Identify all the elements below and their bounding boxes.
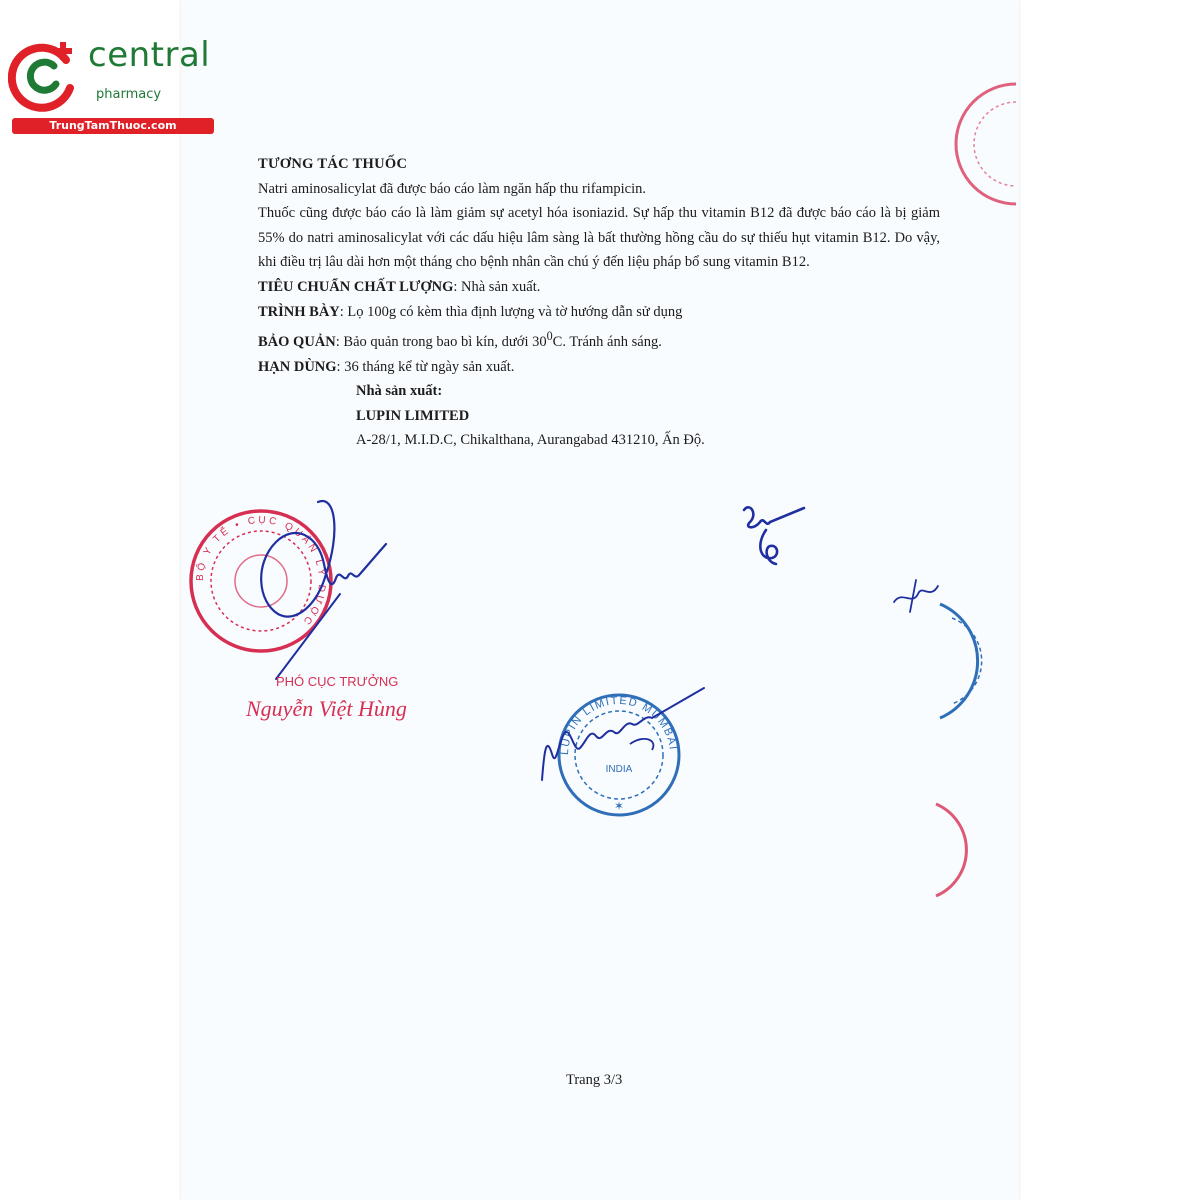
storage-value-end: C. Tránh ánh sáng. [552, 333, 662, 350]
logo-sub-text: pharmacy [96, 87, 162, 102]
quality-label: TIÊU CHUẨN CHẤT LƯỢNG [258, 278, 454, 295]
expiry-label: HẠN DÙNG [258, 358, 337, 375]
ministry-signature [236, 494, 399, 694]
presentation-value: : Lọ 100g có kèm thìa định lượng và tờ hướng dẫn sử dụng [339, 303, 683, 320]
quality-value: : Nhà sản xuất. [453, 278, 541, 295]
manufacturer-label: Nhà sản xuất: [356, 383, 443, 400]
ministry-stamp-text: BỘ Y TẾ • CỤC QUẢN LÝ DƯỢC [194, 514, 328, 629]
interactions-paragraph-2: Thuốc cũng được báo cáo là làm giảm sự acetyl hóa isoniazid. Sự hấp thu vitamin B12 đã được báo cáo là bị giảm 55% do natri aminosalicylat với các dấu hiệu lâm sàng là bất thường hồng cầu do sự thiếu hụt vitamin B12. Do vậy, khi điều trị lâu dài hơn một tháng cho bệnh nhân cần chú ý đến liệu pháp bổ sung vitamin B12. [258, 205, 940, 271]
logo-website-bar: TrungTamThuoc.com [12, 118, 214, 134]
presentation-line [258, 300, 940, 325]
presentation-label: TRÌNH BÀY [258, 303, 340, 320]
manufacturer-name: LUPIN LIMITED [356, 407, 470, 424]
central-pharmacy-logo [8, 36, 218, 136]
logo-brand-text: central [88, 35, 211, 75]
company-signature [534, 684, 714, 794]
svg-text:✶: ✶ [613, 799, 625, 813]
right-edge-signature [890, 576, 950, 616]
signatory-name: Nguyễn Việt Hùng [246, 696, 407, 721]
storage-degree-sup: 0 [546, 329, 553, 344]
page-number: Trang 3/3 [566, 1072, 623, 1088]
manufacturer-name-line [258, 404, 940, 429]
right-red-stamp-partial-bottom [932, 800, 962, 900]
pharmacy-cross-icon [8, 36, 86, 114]
company-stamp-country: INDIA [605, 764, 633, 775]
company-stamp-text: LUPIN LIMITED MUMBAI [558, 694, 679, 756]
storage-value: : Bảo quản trong bao bì kín, dưới 30 [335, 333, 547, 350]
signatory-title: PHÓ CỤC TRƯỞNG [276, 674, 399, 689]
quality-standard-line [258, 275, 940, 300]
expiry-line [258, 355, 940, 380]
expiry-value: : 36 tháng kể từ ngày sản xuất. [336, 358, 515, 375]
interactions-paragraph-1: Natri aminosalicylat đã được báo cáo làm ngăn hấp thu rifampicin. [258, 180, 646, 197]
storage-label: BẢO QUẢN [258, 333, 336, 350]
right-red-stamp-partial-top [980, 80, 1019, 210]
initials-signature [736, 500, 816, 575]
manufacturer-address: A-28/1, M.I.D.C, Chikalthana, Aurangabad 431210, Ấn Độ. [356, 432, 705, 449]
interactions-heading: TƯƠNG TÁC THUỐC [258, 156, 408, 172]
manufacturer-label-line [258, 379, 940, 404]
document-body [258, 152, 940, 453]
storage-line [258, 324, 940, 354]
